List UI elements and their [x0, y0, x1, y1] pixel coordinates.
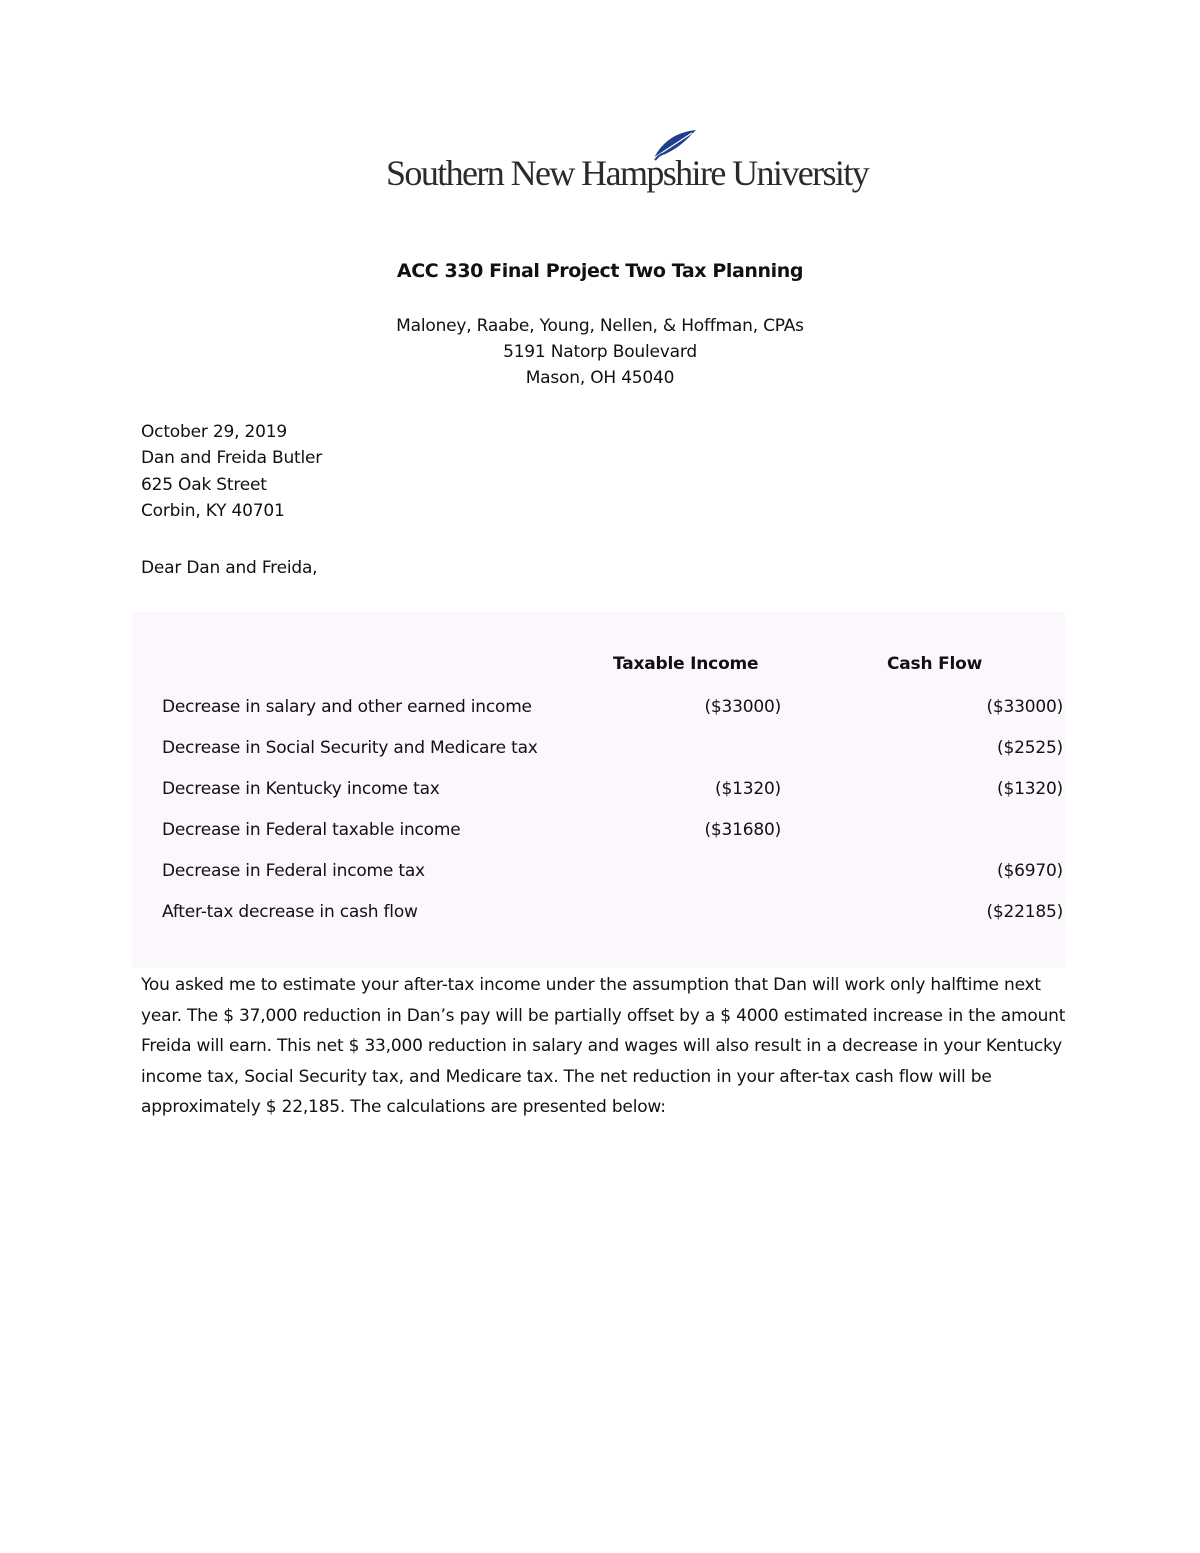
table-cell-cash-flow: ($6970): [997, 861, 1063, 881]
table-cell-cash-flow: ($22185): [986, 902, 1063, 922]
firm-street: 5191 Natorp Boulevard: [503, 342, 697, 362]
table-row-label: Decrease in salary and other earned income: [162, 697, 532, 717]
firm-name: Maloney, Raabe, Young, Nellen, & Hoffman, CPAs: [396, 316, 804, 336]
recipient-name: Dan and Freida Butler: [141, 448, 323, 468]
salutation: Dear Dan and Freida,: [141, 558, 318, 578]
table-row-label: After-tax decrease in cash flow: [162, 902, 418, 922]
table-cell-cash-flow: ($33000): [986, 697, 1063, 717]
document-title: ACC 330 Final Project Two Tax Planning: [396, 260, 804, 282]
body-paragraph: You asked me to estimate your after-tax income under the assumption that Dan will work only halftime next year. The $ 37,000 reduction in Dan’s pay will be partially offset by a $ 4000 estimated increase in the amount Freida will earn. This net $ 33,000 reduction in salary and wages will also result in a decrease in your Kentucky income tax, Social Security tax, and Medicare tax. The net reduction in your after-tax cash flow will be approximately $ 22,185. The calculations are presented below:: [141, 975, 1066, 1117]
logo-text: Southern New Hampshire University: [386, 153, 869, 193]
table-row-label: Decrease in Social Security and Medicare tax: [162, 738, 538, 758]
table-row-label: Decrease in Federal income tax: [162, 861, 425, 881]
table-cell-cash-flow: ($2525): [997, 738, 1063, 758]
header-taxable-income: Taxable Income: [613, 654, 759, 674]
recipient-street: 625 Oak Street: [141, 475, 267, 495]
table-cell-taxable-income: ($33000): [704, 697, 781, 717]
table-row-label: Decrease in Kentucky income tax: [162, 779, 440, 799]
header-cash-flow: Cash Flow: [887, 654, 983, 674]
table-cell-cash-flow: ($1320): [997, 779, 1063, 799]
letter-date: October 29, 2019: [141, 422, 287, 442]
table-cell-taxable-income: ($1320): [715, 779, 781, 799]
table-row-label: Decrease in Federal taxable income: [162, 820, 461, 840]
firm-city: Mason, OH 45040: [525, 368, 675, 388]
recipient-city: Corbin, KY 40701: [141, 501, 285, 521]
table-cell-taxable-income: ($31680): [704, 820, 781, 840]
university-logo: [386, 128, 869, 200]
